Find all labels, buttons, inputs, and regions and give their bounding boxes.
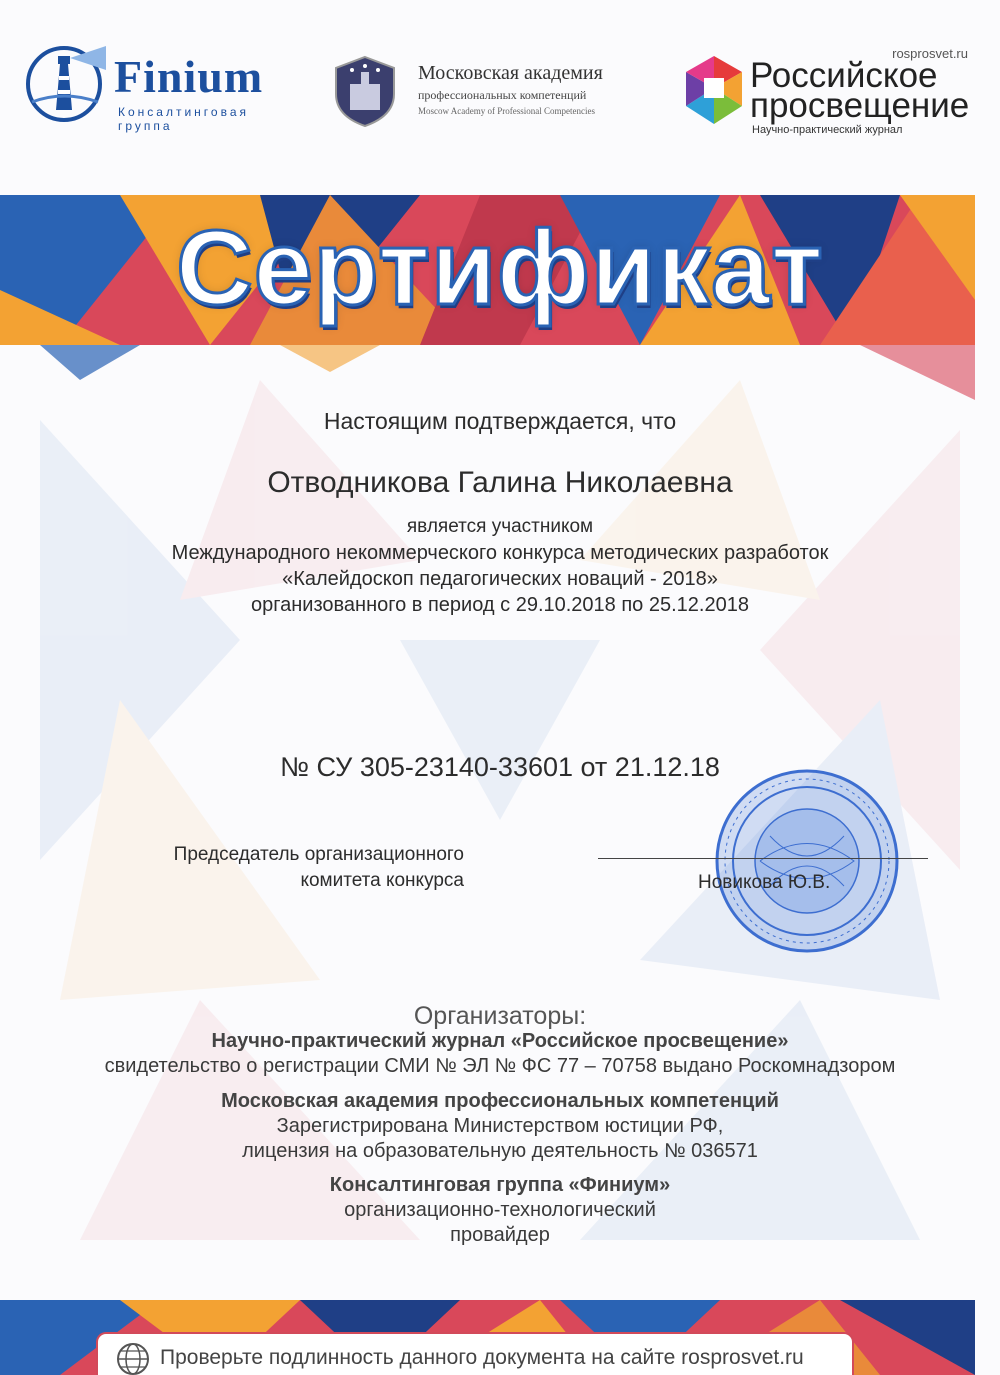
signer-name: Новикова Ю.В. — [698, 872, 831, 893]
organizer-3-detail1: организационно-технологический — [344, 1199, 656, 1221]
contest-line1: Международного некоммерческого конкурса методических разработок — [171, 542, 829, 564]
organizer-3-name: Консалтинговая группа «Финиум» — [329, 1174, 671, 1196]
contest-period: организованного в период с 29.10.2018 по 25.12.2018 — [251, 594, 749, 616]
www-globe-icon — [116, 1342, 150, 1375]
organizer-2-detail1: Зарегистрирована Министерством юстиции РФ, — [276, 1115, 724, 1137]
rosprosvet-logo — [680, 44, 980, 144]
finium-name: Finium — [114, 51, 264, 102]
certificate-title: Сертификат — [176, 209, 824, 327]
rosprosvet-hexagon-icon — [682, 54, 746, 128]
academy-subtitle: профессиональных компетенций — [418, 88, 587, 102]
academy-emblem-icon — [328, 54, 402, 128]
confirm-text: Настоящим подтверждается, что — [323, 408, 677, 434]
academy-english: Moscow Academy of Professional Competencies — [418, 106, 595, 116]
verify-link-text[interactable]: Проверьте подлинность данного документа на сайте rosprosvet.ru — [160, 1346, 804, 1369]
verify-box — [96, 1332, 854, 1375]
lighthouse-icon — [22, 40, 108, 126]
rosprosvet-line2: просвещение — [750, 86, 970, 125]
logo-header — [0, 0, 1000, 170]
certificate-number: № СУ 305-23140-33601 от 21.12.18 — [280, 752, 720, 782]
rosprosvet-site: rosprosvet.ru — [892, 46, 968, 61]
participant-text: является участником — [406, 516, 594, 537]
official-stamp — [712, 766, 902, 956]
academy-title: Московская академия — [418, 62, 603, 84]
contest-line2: «Калейдоскоп педагогических новаций - 2018» — [282, 568, 718, 590]
chair-role-line1: Председатель организационного — [173, 844, 464, 865]
rosprosvet-line1: Российское — [750, 56, 938, 95]
chair-role-line2: комитета конкурса — [300, 870, 464, 891]
chair-role — [100, 842, 464, 894]
finium-logo — [22, 40, 302, 133]
recipient-name: Отводникова Галина Николаевна — [267, 466, 733, 499]
organizer-2-name: Московская академия профессиональных компетенций — [221, 1090, 779, 1112]
organizer-1-detail: свидетельство о регистрации СМИ № ЭЛ № ФС 77 – 70758 выдано Роскомнадзором — [104, 1055, 896, 1077]
finium-subtitle: Консалтинговая группа — [118, 105, 249, 133]
organizers-heading: Организаторы: — [413, 1002, 587, 1030]
organizer-3-detail2: провайдер — [450, 1224, 550, 1246]
organizer-1-name: Научно-практический журнал «Российское просвещение» — [211, 1030, 789, 1052]
organizer-2-detail2: лицензия на образовательную деятельность № 036571 — [242, 1140, 758, 1162]
academy-logo — [328, 58, 658, 128]
rosprosvet-subtitle: Научно-практический журнал — [752, 124, 903, 136]
signature-line — [598, 858, 928, 859]
